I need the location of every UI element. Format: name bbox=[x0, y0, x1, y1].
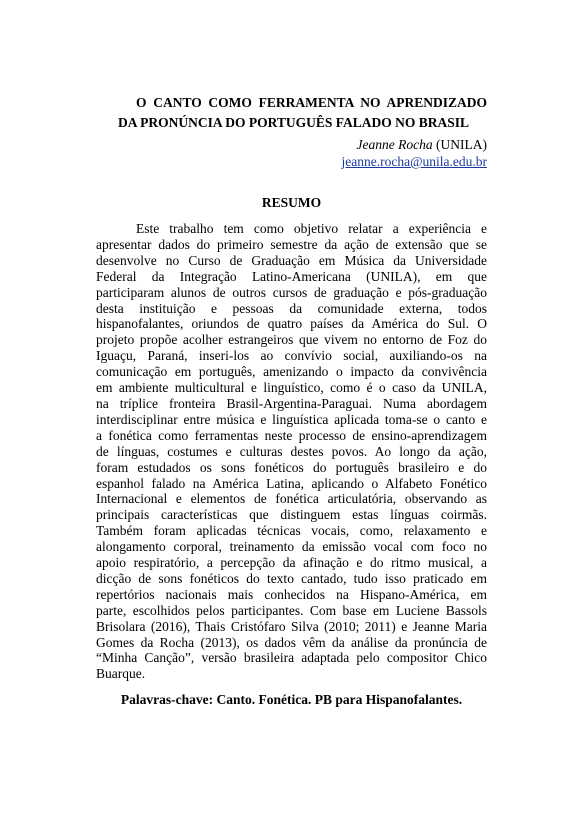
abstract-line: Buarque. bbox=[96, 666, 146, 682]
abstract-line: na tríplice fronteira Brasil-Argentina-Paraguai. Numa abordagem bbox=[96, 395, 487, 411]
abstract-line: apoio respiratório, a percepção da afinação e do ritmo musical, a bbox=[96, 555, 487, 571]
abstract-line: Brisolara (2016), Thais Cristófaro Silva (2010; 2011) e Jeanne Maria bbox=[96, 618, 487, 634]
abstract-line: alongamento corporal, treinamento da emissão vocal com foco no bbox=[96, 539, 487, 555]
abstract-line: de línguas, costumes e culturas destes povos. Ao longo da ação, bbox=[96, 443, 487, 459]
abstract-line: dicção de sons fonéticos do texto cantado, tudo isso praticado em bbox=[96, 570, 487, 586]
abstract-line: principais características que distinguem estas línguas coirmãs. bbox=[96, 507, 487, 523]
title-line: DA PRONÚNCIA DO PORTUGUÊS FALADO NO BRASIL bbox=[118, 115, 470, 130]
abstract-line: hispanofalantes, oriundos de quatro países da América do Sul. O bbox=[96, 316, 487, 332]
abstract-line: apresentar dados do primeiro semestre da ação de extensão que se bbox=[96, 236, 487, 252]
abstract-line: “Minha Canção”, versão brasileira adaptada pelo compositor Chico bbox=[96, 650, 487, 666]
abstract-line: participaram alunos de outros cursos de graduação e pós-graduação bbox=[96, 284, 487, 300]
abstract-line: a fonética como ferramentas neste processo de ensino-aprendizagem bbox=[96, 427, 487, 443]
abstract-body bbox=[96, 221, 487, 682]
abstract-line: em ambiente multicultural e linguístico, como é o caso da UNILA, bbox=[96, 380, 487, 396]
author-email-link[interactable]: jeanne.rocha@unila.edu.br bbox=[341, 154, 487, 169]
abstract-line: Também foram aplicadas técnicas vocais, como, relaxamento e bbox=[96, 523, 487, 539]
title-line: O CANTO COMO FERRAMENTA NO APRENDIZADO bbox=[136, 95, 487, 110]
abstract-line: comunicação em português, amenizando o impacto da convivência bbox=[96, 364, 487, 380]
author-affiliation: (UNILA) bbox=[436, 137, 487, 152]
keywords-label: Palavras-chave: bbox=[120, 692, 214, 707]
abstract-line: parte, escolhidos pelos participantes. Com base em Luciene Bassols bbox=[96, 602, 487, 618]
abstract-line: projeto propõe acolher estrangeiros que vivem no entorno de Foz do bbox=[96, 332, 487, 348]
author-email-line bbox=[342, 154, 488, 170]
keywords-text: Canto. Fonética. PB para Hispanofalantes. bbox=[216, 692, 463, 707]
abstract-line: Internacional e elementos de fonética articulatória, observando as bbox=[96, 491, 487, 507]
abstract-line: Federal da Integração Latino-Americana (UNILA), em que bbox=[96, 268, 487, 284]
abstract-line: desenvolve no Curso de Graduação em Música da Universidade bbox=[96, 252, 487, 268]
abstract-line: desta instituição e pessoas da comunidade externa, todos bbox=[96, 300, 487, 316]
abstract-line: foram estudados os sons fonéticos do português brasileiro e do bbox=[96, 459, 487, 475]
abstract-line: Este trabalho tem como objetivo relatar a experiência e bbox=[136, 221, 487, 236]
abstract-heading: RESUMO bbox=[261, 195, 322, 210]
abstract-line: Iguaçu, Paraná, inseri-los ao convívio social, auxiliando-os na bbox=[96, 348, 487, 364]
abstract-line: interdisciplinar entre música e linguística aplicada toma-se o canto e bbox=[96, 411, 487, 427]
abstract-line: repertórios nacionais mais conhecidos na Hispano-América, em bbox=[96, 586, 487, 602]
abstract-line: Gomes da Rocha (2013), os dados vêm da análise da pronúncia de bbox=[96, 634, 487, 650]
author-line bbox=[357, 137, 487, 153]
keywords-line bbox=[96, 692, 487, 708]
author-name: Jeanne Rocha bbox=[356, 137, 433, 152]
abstract-line: espanhol falado na América Latina, aplicando o Alfabeto Fonético bbox=[96, 475, 487, 491]
